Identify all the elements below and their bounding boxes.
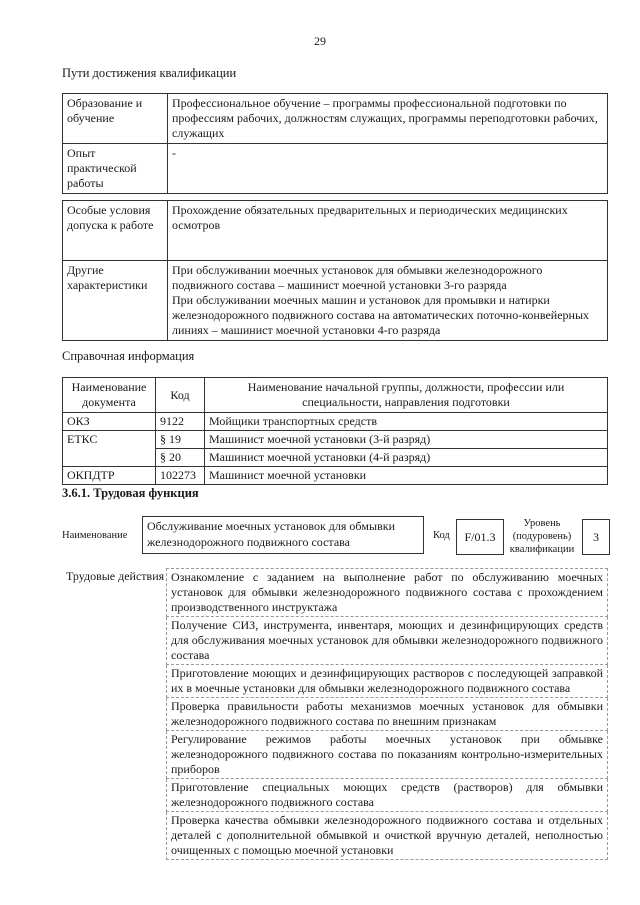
qualification-table <box>62 93 608 194</box>
level-value: 3 <box>593 530 599 544</box>
row-label: Опыт практической работы <box>63 144 168 194</box>
level-box <box>582 519 610 555</box>
table-row <box>62 569 608 617</box>
table-row <box>63 467 608 485</box>
reference-table <box>62 377 608 485</box>
reference-section-title: Справочная информация <box>62 349 195 363</box>
row-value: Прохождение обязательных предварительных и периодических медицинских осмотров <box>168 201 608 261</box>
table-header-row <box>63 378 608 413</box>
action-item: Регулирование режимов работы моечных установок при обмывке железнодорожного подвижного состава по показаниям контрольно-измерительных приборов <box>167 731 608 779</box>
table-cell: Машинист моечной установки <box>205 467 608 485</box>
action-item: Ознакомление с заданием на выполнение работ по обслуживанию моечных установок для обмывки железнодорожного подвижного состава с прохождением производственного инструктажа <box>167 569 608 617</box>
level-label: Уровень (подуровень) квалификации <box>509 518 575 555</box>
action-item: Проверка правильности работы механизмов моечных установок для обмывки железнодорожного подвижного состава по внешним признакам <box>167 698 608 731</box>
column-header: Наименование документа <box>63 378 156 413</box>
table-row <box>63 449 608 467</box>
row-value: Профессиональное обучение – программы профессиональной подготовки по профессиям рабочих, должностям служащих, программы переподготовки рабочих, служащих <box>168 94 608 144</box>
column-header: Код <box>156 378 205 413</box>
table-cell: 102273 <box>156 467 205 485</box>
action-item: Проверка качества обмывки железнодорожного подвижного состава и отдельных деталей с дополнительной обмывкой и очисткой вручную деталей, неполностью очищенных с помощью моечной установки <box>167 812 608 860</box>
table-row <box>63 431 608 449</box>
code-value: F/01.3 <box>464 530 496 544</box>
action-item: Получение СИЗ, инструмента, инвентаря, моющих и дезинфицирующих средств для обслуживания моечных установок для обмывки железнодорожного подвижного состава <box>167 617 608 665</box>
table-cell: § 20 <box>156 449 205 467</box>
name-label: Наименование <box>62 530 128 541</box>
table-row <box>63 94 608 144</box>
action-item: Приготовление специальных моющих средств (растворов) для обмывки железнодорожного подвижного состава <box>167 779 608 812</box>
function-name-box <box>142 516 424 554</box>
table-row <box>63 144 608 194</box>
row-label: Особые условия допуска к работе <box>63 201 168 261</box>
action-item: Приготовление моющих и дезинфицирующих растворов с последующей заправкой их в моечные установки для обмывки железнодорожного подвижного состава <box>167 665 608 698</box>
code-label: Код <box>433 530 450 541</box>
table-cell: 9122 <box>156 413 205 431</box>
table-cell: ОКЗ <box>63 413 156 431</box>
column-header: Наименование начальной группы, должности, профессии или специальности, направления подготовки <box>205 378 608 413</box>
table-row <box>63 201 608 261</box>
table-cell: ЕТКС <box>63 431 156 449</box>
code-box <box>456 519 504 555</box>
table-cell: § 19 <box>156 431 205 449</box>
table-row <box>63 261 608 341</box>
table-cell: Мойщики транспортных средств <box>205 413 608 431</box>
row-value: При обслуживании моечных установок для обмывки железнодорожного подвижного состава – машинист моечной установки 3-го разряда При обслуживании моечных машин и установок для промывки и натирки железнодорожного подвижного состава на автоматических поточно-конвейерных линиях – машинист моечной установки 4-го разряда <box>168 261 608 341</box>
table-cell: Машинист моечной установки (3-й разряд) <box>205 431 608 449</box>
table-cell: ОКПДТР <box>63 467 156 485</box>
table-cell: Машинист моечной установки (4-й разряд) <box>205 449 608 467</box>
table-row <box>63 413 608 431</box>
row-label: Образование и обучение <box>63 94 168 144</box>
row-label: Другие характеристики <box>63 261 168 341</box>
table-cell <box>63 449 156 467</box>
actions-table <box>62 568 608 860</box>
conditions-table <box>62 200 608 341</box>
qualification-section-title: Пути достижения квалификации <box>62 66 237 80</box>
page-number: 29 <box>314 34 326 48</box>
actions-label: Трудовые действия <box>66 568 165 583</box>
function-name-value: Обслуживание моечных установок для обмывки железнодорожного подвижного состава <box>147 519 395 549</box>
row-value: - <box>168 144 608 194</box>
function-heading: 3.6.1. Трудовая функция <box>62 486 199 500</box>
